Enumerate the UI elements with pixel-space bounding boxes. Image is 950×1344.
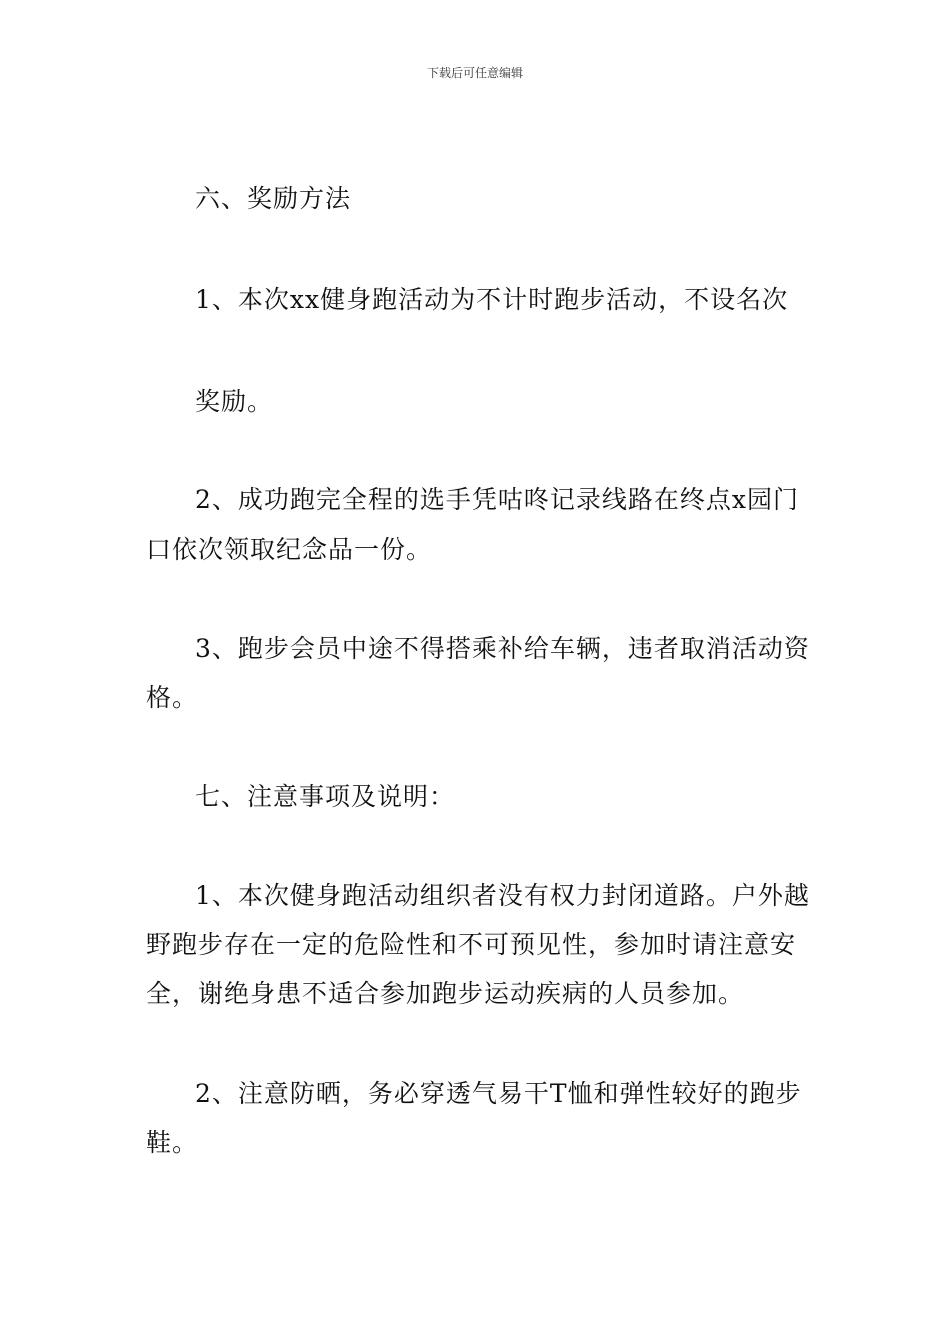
paragraph-line: 1、本次xx健身跑活动为不计时跑步活动，不设名次	[195, 285, 789, 314]
paragraph-line: 鞋。	[146, 1128, 199, 1157]
paragraph-line: 2、注意防晒，务必穿透气易干T恤和弹性较好的跑步	[195, 1079, 802, 1108]
paragraph-line: 3、跑步会员中途不得搭乘补给车辆，违者取消活动资	[195, 634, 810, 663]
paragraph-line: 口依次领取纪念品一份。	[146, 535, 433, 564]
page-header-note: 下载后可任意编辑	[426, 66, 523, 80]
paragraph-line: 2、成功跑完全程的选手凭咕咚记录线路在终点x园门	[195, 485, 800, 514]
section-heading-notes: 七、注意事项及说明：	[195, 782, 456, 811]
paragraph-line: 1、本次健身跑活动组织者没有权力封闭道路。户外越	[195, 881, 810, 910]
paragraph-line: 格。	[146, 683, 199, 712]
paragraph-line: 奖励。	[195, 387, 274, 416]
paragraph-line: 全，谢绝身患不适合参加跑步运动疾病的人员参加。	[146, 979, 745, 1008]
paragraph-line: 野跑步存在一定的危险性和不可预见性，参加时请注意安	[146, 930, 797, 959]
section-heading-rewards: 六、奖励方法	[195, 184, 352, 213]
